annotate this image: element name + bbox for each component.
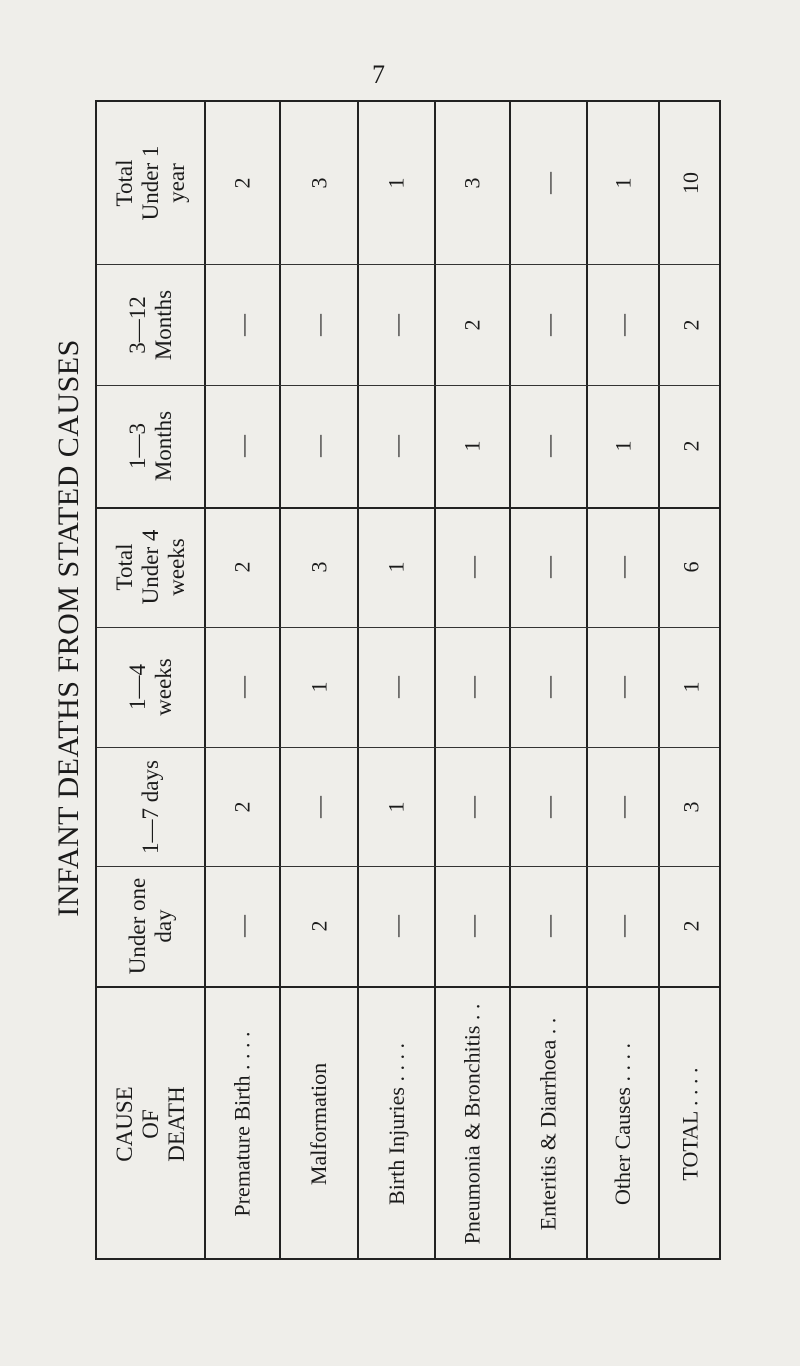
cause-label: Pneumonia & Bronchitis . . (459, 1003, 485, 1245)
value-cell (358, 264, 435, 385)
value-cell (587, 866, 659, 986)
value-cell (358, 866, 435, 986)
infant-deaths-table (95, 100, 721, 1260)
cause-cell (280, 986, 358, 1262)
value: — (610, 556, 635, 578)
value-cell (358, 102, 435, 264)
value: — (306, 795, 331, 818)
value-cell (205, 102, 280, 264)
value-cell (280, 747, 358, 866)
value-cell (510, 627, 587, 747)
cause-label: TOTAL . . . . (678, 1067, 703, 1181)
value-cell (205, 385, 280, 507)
value: — (535, 556, 561, 578)
column-header-label: Total Under 1 year (112, 145, 189, 221)
value-cell (510, 264, 587, 385)
value: 2 (678, 440, 703, 452)
value: — (229, 313, 255, 336)
value-cell (587, 627, 659, 747)
value: — (306, 313, 331, 336)
value: — (383, 676, 409, 698)
value: — (459, 676, 485, 698)
column-header (97, 264, 205, 385)
value-cell (205, 264, 280, 385)
value-cell (659, 102, 723, 264)
value-cell (659, 507, 723, 627)
value: — (535, 915, 561, 937)
column-header-label: 3—12 Months (125, 289, 176, 360)
value: — (535, 172, 561, 194)
value-cell (280, 866, 358, 986)
value-cell (358, 507, 435, 627)
cause-cell (435, 986, 510, 1262)
value-cell (435, 102, 510, 264)
value: 6 (678, 561, 703, 573)
cause-cell (358, 986, 435, 1262)
value: — (535, 435, 561, 457)
value: 2 (229, 561, 255, 573)
column-header (97, 627, 205, 747)
value: 2 (678, 319, 703, 330)
cause-label: Birth Injuries . . . . (383, 1043, 409, 1205)
value: — (459, 556, 485, 578)
value: — (229, 435, 255, 457)
value-cell (659, 866, 723, 986)
column-header (97, 507, 205, 627)
column-header (97, 102, 205, 264)
value: — (459, 915, 485, 937)
value-cell (587, 102, 659, 264)
value: — (535, 795, 561, 818)
value: 2 (229, 801, 255, 812)
cause-cell (659, 986, 723, 1262)
page-title: INFANT DEATHS FROM STATED CAUSES (52, 339, 85, 917)
value: 1 (610, 440, 635, 452)
value-cell (659, 264, 723, 385)
value-cell (435, 747, 510, 866)
value-cell (659, 627, 723, 747)
value: — (610, 676, 635, 698)
cause-label: Malformation (306, 1062, 332, 1186)
value: 3 (678, 801, 703, 812)
value-cell (358, 385, 435, 507)
cause-cell (205, 986, 280, 1262)
value: — (535, 313, 561, 336)
value: — (229, 676, 255, 698)
value-cell (205, 747, 280, 866)
value-cell (358, 627, 435, 747)
value-cell (510, 102, 587, 264)
value-cell (659, 385, 723, 507)
value-cell (280, 507, 358, 627)
value-cell (205, 866, 280, 986)
cause-label: Premature Birth . . . . (229, 1031, 255, 1217)
value: 1 (383, 801, 409, 812)
value-cell (358, 747, 435, 866)
value: — (459, 795, 485, 818)
value: 1 (459, 440, 485, 452)
column-header (97, 986, 205, 1262)
value: 2 (229, 177, 255, 189)
column-header (97, 866, 205, 986)
value: — (610, 915, 635, 937)
value: 10 (678, 172, 703, 194)
column-header-label: 1—7 days (138, 759, 163, 854)
value-cell (435, 627, 510, 747)
page-number: 7 (372, 60, 385, 89)
column-header-label: Total Under 4 weeks (112, 529, 189, 605)
value-cell (659, 747, 723, 866)
value-cell (510, 747, 587, 866)
value: — (306, 435, 331, 457)
cause-cell (510, 986, 587, 1262)
value-cell (205, 507, 280, 627)
value-cell (510, 866, 587, 986)
value: — (383, 435, 409, 457)
value-cell (587, 264, 659, 385)
value-cell (435, 264, 510, 385)
value-cell (510, 385, 587, 507)
value: — (229, 915, 255, 937)
value-cell (280, 627, 358, 747)
value-cell (280, 385, 358, 507)
column-header (97, 747, 205, 866)
column-header (97, 385, 205, 507)
value: — (535, 676, 561, 698)
column-header-label: 1—4 weeks (125, 658, 176, 716)
value: 1 (383, 561, 409, 573)
value: — (383, 313, 409, 336)
value: 2 (459, 319, 485, 330)
value-cell (205, 627, 280, 747)
value: — (610, 313, 635, 336)
value-cell (587, 747, 659, 866)
value: — (610, 795, 635, 818)
cause-label: Enteritis & Diarrhoea . . (535, 1017, 561, 1231)
value-cell (435, 385, 510, 507)
column-header-label: 1—3 Months (125, 410, 176, 482)
value: 1 (610, 177, 635, 189)
value: 1 (383, 177, 409, 189)
value-cell (435, 866, 510, 986)
value: 3 (306, 177, 331, 189)
value: 3 (459, 177, 485, 189)
value: 2 (678, 920, 703, 932)
value: 2 (306, 920, 331, 932)
value-cell (510, 507, 587, 627)
value: — (383, 915, 409, 937)
cause-cell (587, 986, 659, 1262)
cause-label: Other Causes . . . . (610, 1043, 636, 1205)
value-cell (280, 264, 358, 385)
value-cell (587, 385, 659, 507)
value: 3 (306, 561, 331, 573)
column-header-label: CAUSE OF DEATH (112, 1086, 189, 1162)
value-cell (435, 507, 510, 627)
column-header-label: Under one day (125, 877, 176, 975)
value: 1 (306, 681, 331, 693)
value-cell (280, 102, 358, 264)
value: 1 (678, 681, 703, 693)
value-cell (587, 507, 659, 627)
